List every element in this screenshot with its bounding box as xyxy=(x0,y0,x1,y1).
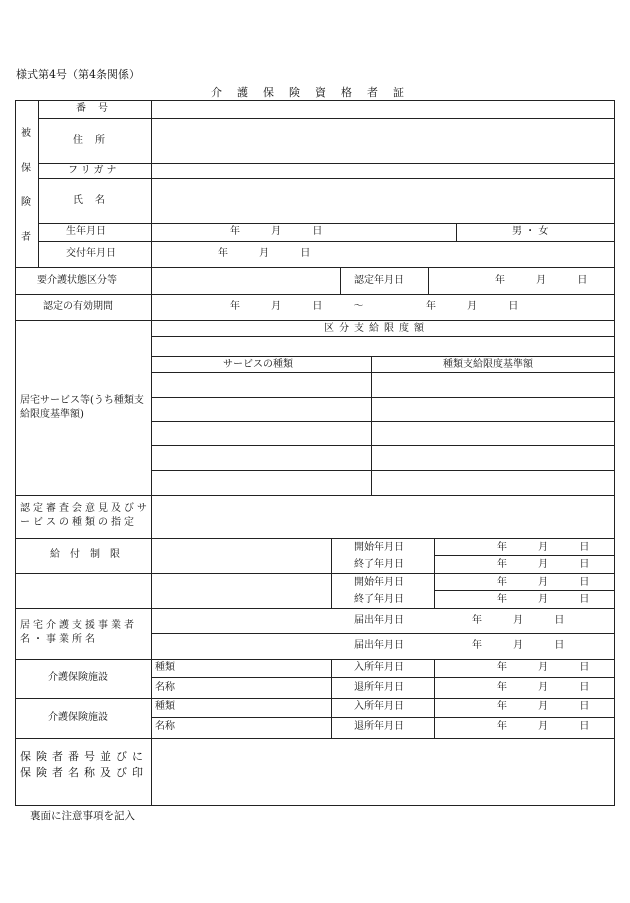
limit-amount-header: 区分支給限度額 xyxy=(324,323,429,334)
benefit2-end-label: 終了年月日 xyxy=(354,594,404,605)
footer-note: 裏面に注意事項を記入 xyxy=(30,810,135,822)
type-limit-column: 種類支給限度基準額 xyxy=(443,359,533,370)
benefit1-start-value: 年 月 日 xyxy=(497,542,590,553)
benefit1-end-label: 終了年月日 xyxy=(354,559,404,570)
facility1-admit-value: 年 月 日 xyxy=(497,662,590,673)
service-limits-label: 居宅サービス等(うち種類支給限度基準額) xyxy=(20,395,144,420)
support-filed-value-1: 年 月 日 xyxy=(472,615,565,626)
benefit2-start-value: 年 月 日 xyxy=(497,577,590,588)
benefit-restriction-label: 給付制限 xyxy=(50,549,130,560)
insurer-label: 保険者番号並びに保険者名称及び印 xyxy=(20,750,148,779)
facility2-label: 介護保険施設 xyxy=(48,712,108,723)
facility2-leave-value: 年 月 日 xyxy=(497,721,590,732)
facility1-leave-value: 年 月 日 xyxy=(497,682,590,693)
facility1-kind-label: 種類 xyxy=(155,662,175,673)
address-label: 住所 xyxy=(73,135,117,146)
validity-label: 認定の有効期間 xyxy=(43,301,113,312)
facility2-name-label: 名称 xyxy=(155,721,175,732)
facility2-admit-value: 年 月 日 xyxy=(497,701,590,712)
insured-side-label-2: 保 xyxy=(21,163,31,174)
benefit1-start-label: 開始年月日 xyxy=(354,542,404,553)
support-provider-label: 居宅介護支援事業者名・事業所名 xyxy=(20,620,137,645)
facility1-label: 介護保険施設 xyxy=(48,672,108,683)
birthdate-value: 年 月 日 xyxy=(230,226,323,237)
issue-date-label: 交付年月日 xyxy=(66,248,116,259)
sex-options: 男 ・ 女 xyxy=(512,226,549,237)
benefit2-start-label: 開始年月日 xyxy=(354,577,404,588)
service-type-column: サービスの種類 xyxy=(223,359,293,370)
cert-date-label: 認定年月日 xyxy=(354,275,404,286)
validity-to: 年 月 日 xyxy=(426,301,519,312)
facility1-name-label: 名称 xyxy=(155,682,175,693)
furigana-label: フリガナ xyxy=(68,165,120,176)
benefit1-end-value: 年 月 日 xyxy=(497,559,590,570)
document-title: 介護保険資格者証 xyxy=(211,86,419,99)
insured-side-label-3: 険 xyxy=(21,197,31,208)
insured-side-label-4: 者 xyxy=(21,232,31,243)
name-label: 氏名 xyxy=(73,195,117,206)
benefit2-end-value: 年 月 日 xyxy=(497,594,590,605)
number-label: 番号 xyxy=(76,103,120,114)
opinion-label: 認定審査会意見及びサービスの種類の指定 xyxy=(20,503,150,528)
facility1-leave-label: 退所年月日 xyxy=(354,682,404,693)
support-filed-value-2: 年 月 日 xyxy=(472,640,565,651)
birthdate-label: 生年月日 xyxy=(66,226,106,237)
facility2-kind-label: 種類 xyxy=(155,701,175,712)
facility1-admit-label: 入所年月日 xyxy=(354,662,404,673)
facility2-leave-label: 退所年月日 xyxy=(354,721,404,732)
support-filed-label-2: 届出年月日 xyxy=(354,640,404,651)
support-filed-label-1: 届出年月日 xyxy=(354,615,404,626)
care-level-label: 要介護状態区分等 xyxy=(37,275,117,286)
form-code: 様式第4号（第4条関係） xyxy=(16,68,140,81)
validity-from: 年 月 日 ～ xyxy=(230,301,364,312)
cert-date-value: 年 月 日 xyxy=(495,275,588,286)
insured-side-label-1: 被 xyxy=(21,128,31,139)
issue-date-value: 年 月 日 xyxy=(218,248,311,259)
facility2-admit-label: 入所年月日 xyxy=(354,701,404,712)
